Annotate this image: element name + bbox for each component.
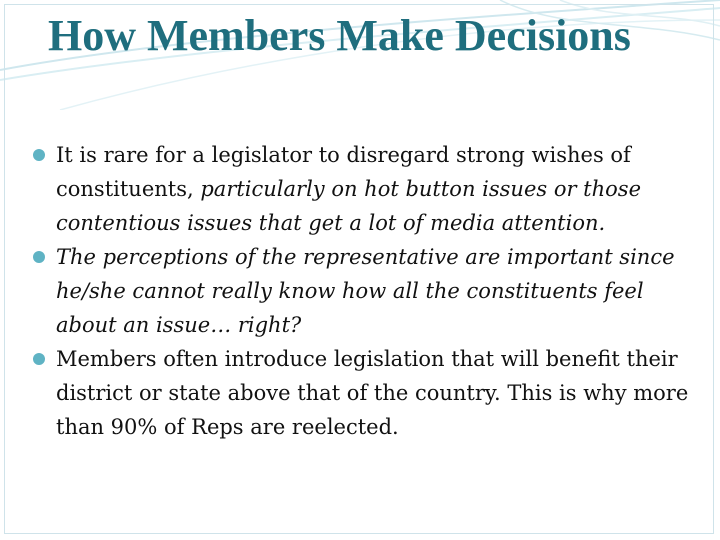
- bullet-list: [30, 138, 690, 444]
- circle-bullet-icon: [32, 352, 46, 366]
- circle-bullet-icon: [32, 148, 46, 162]
- bullet-item: [30, 240, 690, 342]
- slide-title: How Members Make Decisions: [48, 11, 631, 60]
- bullet-text: Members often introduce legislation that will benefit their district or state above that of the country. This is why more than 90% of Reps are reelected.: [56, 347, 689, 439]
- bullet-text: The perceptions of the representative are important since he/she cannot really know how all the constituents feel about an issue… right?: [56, 245, 675, 337]
- bullet-text-italic: particularly on hot button issues or those contentious issues that get a lot of media attention.: [56, 177, 641, 235]
- bullet-item: [30, 138, 690, 240]
- bullet-item: [30, 342, 690, 444]
- bullet-text-lead: It is rare for a legislator to disregard strong wishes of constituents,: [56, 143, 631, 201]
- circle-bullet-icon: [32, 250, 46, 264]
